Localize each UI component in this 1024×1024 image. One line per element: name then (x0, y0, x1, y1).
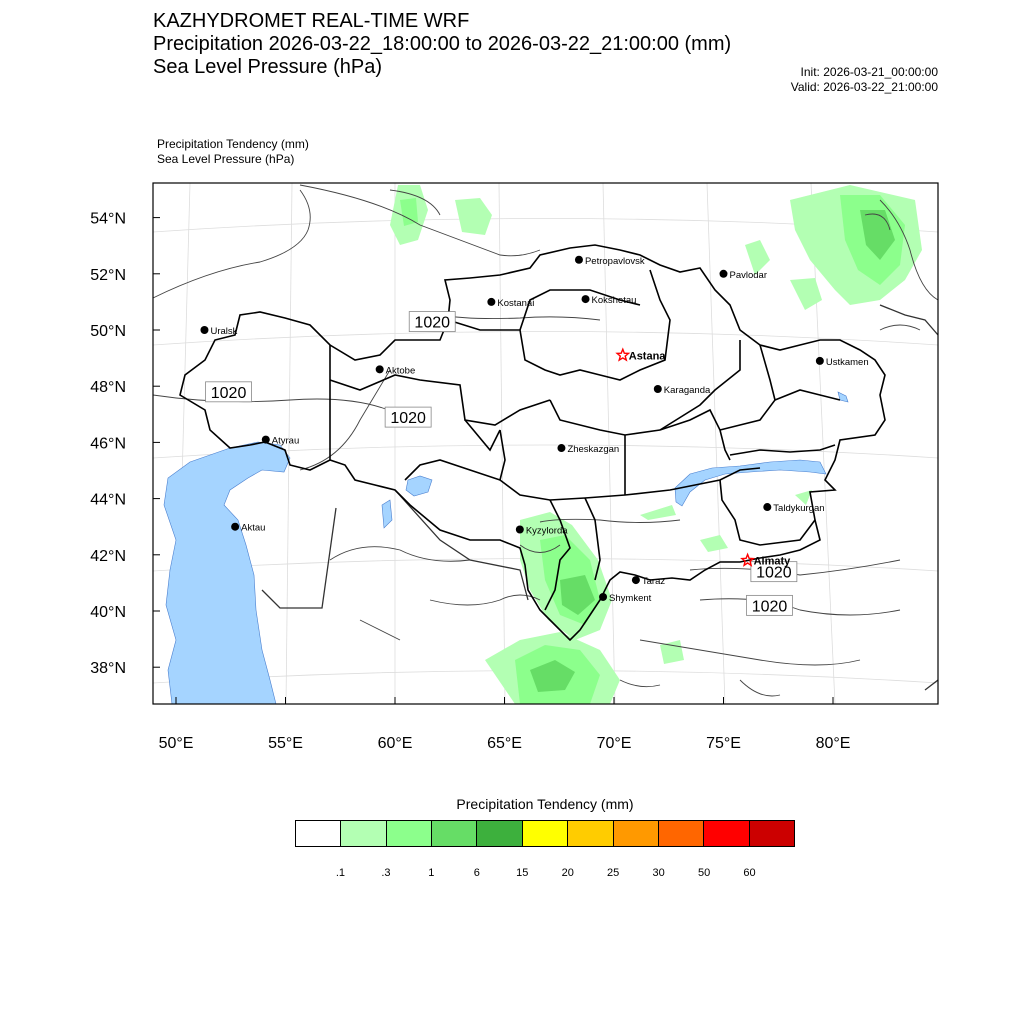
colorbar-label: 50 (697, 867, 711, 879)
city-label: Atyrau (271, 435, 300, 447)
city-label: Aktau (241, 522, 266, 534)
lat-tick-label: 42°N (90, 547, 126, 565)
plot-label-slp: Sea Level Pressure (hPa) (157, 152, 295, 166)
lon-tick-label: 70°E (596, 735, 632, 752)
lon-tick-label: 80°E (815, 735, 851, 752)
colorbar-swatch (614, 821, 659, 846)
lat-tick-label: 38°N (90, 660, 126, 678)
lat-tick-label: 46°N (90, 435, 126, 453)
capital-star-icon (617, 349, 628, 360)
city-label: Petropavlovsk (584, 255, 645, 267)
city-dot-icon (200, 326, 208, 334)
colorbar-swatch (432, 821, 477, 846)
city-kokshetau (582, 295, 637, 306)
colorbar-swatch (341, 821, 386, 846)
colorbar-swatch (750, 821, 794, 846)
city-dot-icon (262, 436, 270, 444)
colorbar-swatch (523, 821, 568, 846)
colorbar-label: 1 (428, 867, 435, 879)
colorbar-labels (295, 867, 795, 883)
city-dot-icon (487, 298, 495, 306)
isobar-label (206, 382, 252, 402)
colorbar-label: 25 (607, 867, 620, 879)
city-label: Kokshetau (591, 295, 637, 307)
svg-text:1020: 1020 (390, 410, 426, 428)
colorbar-label: .3 (381, 867, 391, 879)
colorbar-swatch (477, 821, 522, 846)
city-pavlodar (720, 270, 768, 281)
colorbar-title: Precipitation Tendency (mm) (456, 796, 634, 812)
lat-tick-label: 44°N (90, 491, 126, 509)
city-dot-icon (654, 385, 662, 393)
lat-tick-label: 48°N (90, 379, 126, 397)
city-dot-icon (816, 357, 824, 365)
colorbar (295, 820, 795, 847)
city-kostanai (487, 298, 534, 309)
chart-subtitle-slp: Sea Level Pressure (hPa) (153, 56, 383, 78)
city-dot-icon (516, 526, 524, 534)
city-ustkamen (816, 357, 869, 368)
city-label: Astana (628, 350, 666, 363)
isobar-label (746, 595, 792, 615)
svg-text:1020: 1020 (210, 384, 247, 402)
lat-axis (90, 211, 160, 678)
city-label: Shymkent (609, 592, 652, 604)
city-label: Pavlodar (729, 269, 767, 281)
colorbar-swatch (296, 821, 341, 846)
city-dot-icon (763, 503, 771, 511)
city-zheskazgan (557, 444, 619, 455)
colorbar-swatch (387, 821, 432, 846)
city-dot-icon (376, 365, 384, 373)
lat-tick-label: 54°N (90, 210, 126, 228)
colorbar-label: 15 (516, 867, 529, 879)
lon-axis (159, 697, 851, 752)
plot-label-precip: Precipitation Tendency (mm) (157, 137, 309, 151)
city-dot-icon (632, 576, 640, 584)
city-dot-icon (575, 256, 583, 264)
lat-tick-label: 40°N (90, 604, 126, 621)
colorbar-label: 20 (561, 867, 574, 879)
svg-text:1020: 1020 (414, 314, 451, 332)
aral-sea-west (382, 500, 392, 528)
city-label: Kyzylorda (525, 525, 568, 537)
colorbar-label: 30 (652, 867, 665, 879)
lon-tick-label: 65°E (487, 735, 522, 752)
city-astana (617, 349, 666, 362)
city-petropavlovsk (575, 256, 645, 267)
colorbar-swatch (568, 821, 613, 846)
lat-tick-label: 52°N (90, 266, 126, 284)
caspian-sea (164, 442, 290, 704)
city-dot-icon (582, 295, 590, 303)
isobar-label (385, 407, 431, 427)
lat-tick-label: 50°N (90, 323, 126, 340)
svg-text:1020: 1020 (756, 564, 792, 582)
city-karaganda (654, 385, 711, 396)
svg-text:1020: 1020 (751, 598, 788, 616)
city-label: Taldykurgan (773, 503, 825, 515)
valid-time: Valid: 2026-03-22_21:00:00 (790, 80, 938, 94)
colorbar-label: 6 (473, 867, 480, 879)
chart-subtitle-precip: Precipitation 2026-03-22_18:00:00 to 2026-03-22_21:00:00 (mm) (153, 33, 732, 55)
colorbar-label: 60 (743, 867, 756, 879)
aral-sea (406, 476, 432, 496)
city-label: Uralsk (210, 326, 238, 337)
city-dot-icon (231, 523, 239, 531)
colorbar-label: .1 (335, 867, 346, 879)
city-label: Aktobe (385, 365, 416, 377)
lon-tick-label: 60°E (377, 735, 413, 752)
lon-tick-label: 75°E (706, 735, 741, 752)
city-label: Ustkamen (825, 356, 869, 368)
city-dot-icon (599, 593, 607, 601)
city-aktobe (376, 365, 416, 376)
city-label: Almaty (753, 555, 791, 568)
city-label: Karaganda (663, 385, 711, 397)
lon-tick-label: 50°E (158, 735, 194, 752)
colorbar-swatch (659, 821, 704, 846)
chart-title: KAZHYDROMET REAL-TIME WRF (153, 10, 470, 32)
city-label: Kostanai (497, 297, 535, 309)
city-taraz (632, 576, 665, 587)
city-label: Zheskazgan (567, 444, 620, 456)
isobar-label (409, 312, 455, 332)
colorbar-swatch (704, 821, 749, 846)
city-dot-icon (720, 270, 728, 278)
city-label: Taraz (641, 576, 666, 588)
init-time: Init: 2026-03-21_00:00:00 (800, 65, 938, 79)
city-dot-icon (557, 444, 565, 452)
city-uralsk (200, 326, 237, 337)
lon-tick-label: 55°E (268, 735, 303, 752)
city-taldykurgan (763, 503, 824, 514)
